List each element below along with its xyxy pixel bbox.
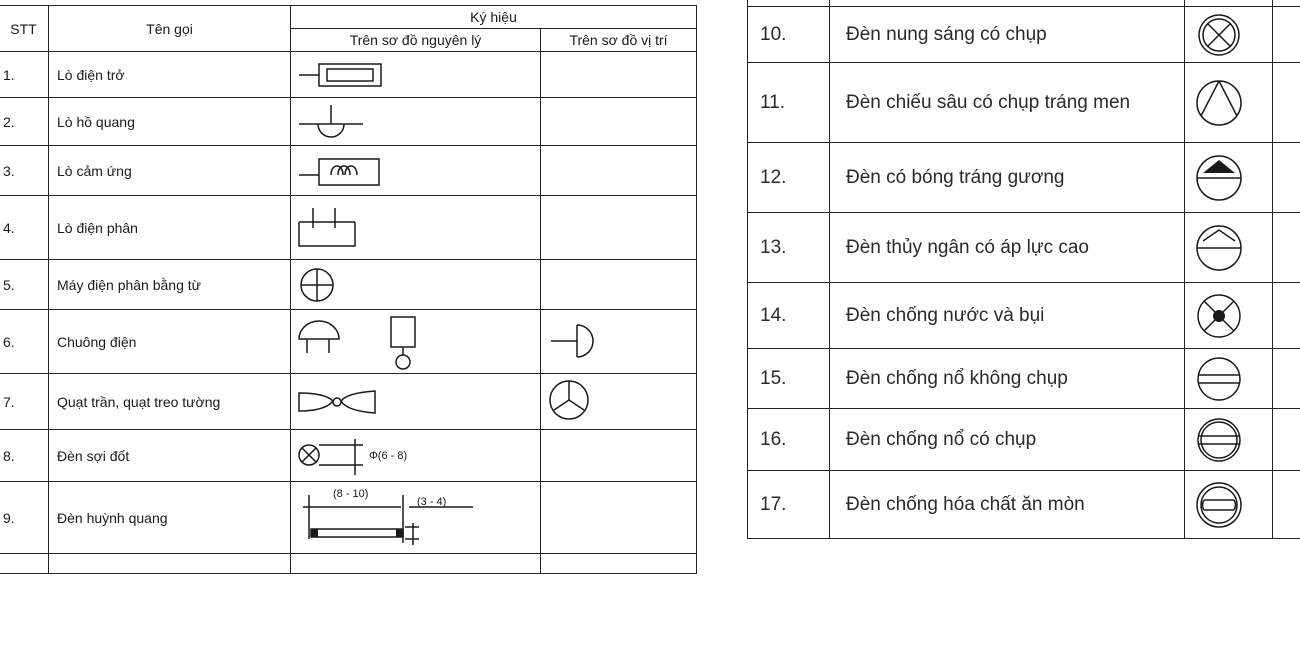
lamp-cross-icon (1193, 10, 1253, 60)
lamp-explosion-icon (1193, 354, 1253, 404)
row-number: 5. (0, 260, 49, 310)
table-row (0, 374, 697, 430)
row-name: Đèn chiếu sâu có chụp tráng men (830, 63, 1185, 143)
lamp-waterproof-icon (1193, 289, 1253, 343)
row-number: 10. (748, 7, 830, 63)
table-row (748, 283, 1300, 349)
row-name: Đèn chống nổ không chụp (830, 349, 1185, 409)
table-row (748, 7, 1300, 63)
row-number: 7. (0, 374, 49, 430)
row-name: Đèn sợi đốt (49, 430, 291, 482)
fan-location-icon (541, 374, 661, 426)
table-row (0, 52, 697, 98)
row-name: Quạt trần, quạt treo tường (49, 374, 291, 430)
row-number: 8. (0, 430, 49, 482)
row-number: 3. (0, 146, 49, 196)
fluorescent-width-label: (3 - 4) (417, 496, 447, 508)
fan-schematic-icon (291, 377, 411, 427)
row-name: Đèn chống nước và bụi (830, 283, 1185, 349)
row-number: 9. (0, 482, 49, 554)
row-number: 11. (748, 63, 830, 143)
table-row (0, 196, 697, 260)
left-symbol-table (0, 5, 697, 574)
row-name: Đèn huỳnh quang (49, 482, 291, 554)
induction-furnace-icon (291, 147, 411, 195)
lamp-explosion-cover-icon (1193, 414, 1253, 466)
row-name: Lò hồ quang (49, 98, 291, 146)
table-row (0, 430, 697, 482)
table-row (0, 98, 697, 146)
header-stt: STT (0, 6, 49, 52)
row-number: 12. (748, 143, 830, 213)
bell-location-icon (541, 315, 661, 365)
header-name: Tên gọi (49, 6, 291, 52)
row-number: 2. (0, 98, 49, 146)
row-number: 13. (748, 213, 830, 283)
incandescent-lamp-icon (291, 431, 381, 481)
fluorescent-length-label: (8 - 10) (333, 488, 369, 500)
row-number: 16. (748, 409, 830, 471)
bulb-dimension-label: Φ(6 - 8) (369, 450, 408, 462)
table-row (0, 482, 697, 554)
row-name: Đèn thủy ngân có áp lực cao (830, 213, 1185, 283)
electric-bell-icon (291, 311, 441, 373)
electrolysis-furnace-icon (291, 198, 411, 258)
right-symbol-table (747, 0, 1300, 539)
header-location: Trên sơ đồ vị trí (541, 29, 697, 52)
row-name: Đèn chống hóa chất ăn mòn (830, 471, 1185, 539)
fluorescent-lamp-icon (291, 483, 481, 553)
table-row (748, 471, 1300, 539)
lamp-chemical-icon (1193, 478, 1253, 532)
table-row (748, 349, 1300, 409)
table-row (748, 143, 1300, 213)
lamp-mirror-icon (1193, 151, 1253, 205)
row-name: Lò điện trở (49, 52, 291, 98)
arc-furnace-icon (291, 99, 411, 145)
row-number: 4. (0, 196, 49, 260)
table-row (0, 146, 697, 196)
row-name: Đèn có bóng tráng gương (830, 143, 1185, 213)
resistance-furnace-icon (291, 53, 411, 97)
table-row (0, 310, 697, 374)
table-row (748, 213, 1300, 283)
row-name: Lò cảm ứng (49, 146, 291, 196)
row-name: Chuông điện (49, 310, 291, 374)
magnetic-electrolysis-icon (291, 261, 411, 309)
row-number: 6. (0, 310, 49, 374)
header-symbol: Ký hiệu (291, 6, 697, 29)
row-name: Máy điện phân bằng từ (49, 260, 291, 310)
row-number: 1. (0, 52, 49, 98)
row-number: 17. (748, 471, 830, 539)
row-name: Đèn chống nổ có chụp (830, 409, 1185, 471)
row-number: 15. (748, 349, 830, 409)
row-name: Đèn nung sáng có chụp (830, 7, 1185, 63)
table-row (0, 260, 697, 310)
lamp-deep-icon (1193, 76, 1253, 130)
table-row (0, 554, 697, 574)
table-row (748, 63, 1300, 143)
header-schematic: Trên sơ đồ nguyên lý (291, 29, 541, 52)
lamp-mercury-icon (1193, 221, 1253, 275)
row-number: 14. (748, 283, 830, 349)
table-row (748, 409, 1300, 471)
row-name: Lò điện phân (49, 196, 291, 260)
